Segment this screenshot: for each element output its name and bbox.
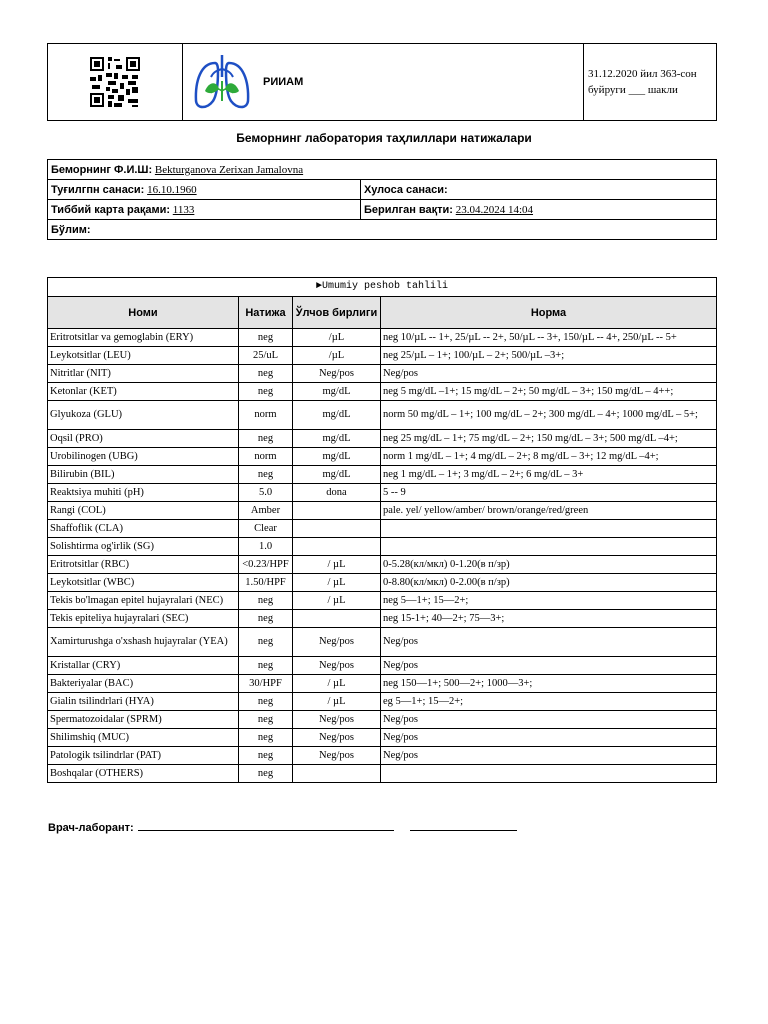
cell-unit: Neg/pos bbox=[293, 365, 381, 383]
cell-norm: Neg/pos bbox=[381, 365, 717, 383]
cell-name: Leykotsitlar (LEU) bbox=[48, 347, 239, 365]
cell-unit: / µL bbox=[293, 556, 381, 574]
cell-name: Reaktsiya muhiti (pH) bbox=[48, 484, 239, 502]
dob-value: 16.10.1960 bbox=[147, 183, 197, 196]
cell-name: Oqsil (PRO) bbox=[48, 430, 239, 448]
cell-name: Eritrotsitlar va gemoglabin (ERY) bbox=[48, 329, 239, 347]
table-row bbox=[48, 383, 717, 401]
table-row bbox=[48, 610, 717, 628]
cell-unit: Neg/pos bbox=[293, 628, 381, 657]
cell-name: Tekis bo'lmagan epitel hujayralari (NEC) bbox=[48, 592, 239, 610]
cell-unit: mg/dL bbox=[293, 430, 381, 448]
cell-unit: mg/dL bbox=[293, 383, 381, 401]
medical-card-cell bbox=[48, 200, 361, 220]
cell-norm: neg 5—1+; 15—2+; bbox=[381, 592, 717, 610]
cell-name: Shilimshiq (MUC) bbox=[48, 729, 239, 747]
cell-result: neg bbox=[239, 747, 293, 765]
cell-unit: Neg/pos bbox=[293, 729, 381, 747]
cell-norm: Neg/pos bbox=[381, 657, 717, 675]
table-row bbox=[48, 466, 717, 484]
issued-time-label: Берилган вақти: bbox=[364, 203, 453, 216]
cell-unit: / µL bbox=[293, 592, 381, 610]
conclusion-date-cell bbox=[361, 180, 717, 200]
cell-unit: mg/dL bbox=[293, 448, 381, 466]
table-row bbox=[48, 711, 717, 729]
cell-norm: norm 50 mg/dL – 1+; 100 mg/dL – 2+; 300 mg/dL – 4+; 1000 mg/dL – 5+; bbox=[381, 401, 717, 430]
cell-result: 30/HPF bbox=[239, 675, 293, 693]
cell-norm bbox=[381, 538, 717, 556]
table-row bbox=[48, 574, 717, 592]
cell-result: neg bbox=[239, 383, 293, 401]
table-row bbox=[48, 484, 717, 502]
table-row bbox=[48, 556, 717, 574]
table-row bbox=[48, 747, 717, 765]
order-line-1: 31.12.2020 йил 363-сон bbox=[588, 68, 697, 80]
section-title: ►Umumiy peshob tahlili bbox=[48, 278, 717, 297]
cell-result: 5.0 bbox=[239, 484, 293, 502]
qr-code-icon bbox=[90, 57, 140, 107]
cell-result: neg bbox=[239, 729, 293, 747]
patient-name-cell bbox=[48, 160, 717, 180]
table-row bbox=[48, 347, 717, 365]
cell-name: Bakteriyalar (BAC) bbox=[48, 675, 239, 693]
cell-result: neg bbox=[239, 610, 293, 628]
cell-norm: eg 5—1+; 15—2+; bbox=[381, 693, 717, 711]
medical-card-value: 1133 bbox=[172, 203, 195, 216]
cell-unit: /µL bbox=[293, 347, 381, 365]
cell-result: 25/uL bbox=[239, 347, 293, 365]
cell-result: neg bbox=[239, 592, 293, 610]
table-row bbox=[48, 520, 717, 538]
cell-name: Kristallar (CRY) bbox=[48, 657, 239, 675]
issued-time-cell bbox=[361, 200, 717, 220]
cell-result: neg bbox=[239, 466, 293, 484]
dob-label: Туғилгпн санаси: bbox=[51, 183, 145, 196]
cell-unit bbox=[293, 610, 381, 628]
col-header-name: Номи bbox=[48, 297, 239, 329]
signature-label: Врач-лаборант: bbox=[48, 822, 134, 834]
cell-unit bbox=[293, 538, 381, 556]
cell-result: <0.23/HPF bbox=[239, 556, 293, 574]
cell-norm: Neg/pos bbox=[381, 729, 717, 747]
cell-result: neg bbox=[239, 329, 293, 347]
cell-result: neg bbox=[239, 657, 293, 675]
cell-result: neg bbox=[239, 765, 293, 783]
cell-name: Boshqalar (OTHERS) bbox=[48, 765, 239, 783]
cell-norm: norm 1 mg/dL – 1+; 4 mg/dL – 2+; 8 mg/dL – 3+; 12 mg/dL –4+; bbox=[381, 448, 717, 466]
cell-norm: neg 10/µL -- 1+, 25/µL -- 2+, 50/µL -- 3+, 150/µL -- 4+, 250/µL -- 5+ bbox=[381, 329, 717, 347]
cell-unit bbox=[293, 520, 381, 538]
org-name: РИИАМ bbox=[263, 76, 304, 88]
table-row bbox=[48, 729, 717, 747]
signature-line bbox=[138, 820, 394, 831]
cell-name: Nitritlar (NIT) bbox=[48, 365, 239, 383]
cell-result: Amber bbox=[239, 502, 293, 520]
table-row bbox=[48, 329, 717, 347]
cell-result: 1.0 bbox=[239, 538, 293, 556]
cell-norm bbox=[381, 520, 717, 538]
cell-result: norm bbox=[239, 448, 293, 466]
result-rows bbox=[48, 329, 717, 783]
cell-result: neg bbox=[239, 365, 293, 383]
cell-result: neg bbox=[239, 711, 293, 729]
signature-date-line bbox=[410, 820, 517, 831]
lungs-logo-icon bbox=[191, 51, 253, 113]
cell-name: Eritrotsitlar (RBC) bbox=[48, 556, 239, 574]
cell-norm bbox=[381, 765, 717, 783]
page-title: Беморнинг лаборатория таҳлиллари натижалари bbox=[236, 131, 532, 145]
department-cell bbox=[48, 220, 717, 240]
table-row bbox=[48, 657, 717, 675]
cell-name: Gialin tsilindrlari (HYA) bbox=[48, 693, 239, 711]
col-header-unit: Ўлчов бирлиги bbox=[293, 297, 381, 329]
cell-result: neg bbox=[239, 628, 293, 657]
cell-result: 1.50/HPF bbox=[239, 574, 293, 592]
cell-norm: pale. yel/ yellow/amber/ brown/orange/red/green bbox=[381, 502, 717, 520]
cell-result: neg bbox=[239, 693, 293, 711]
cell-name: Xamirturushga o'xshash hujayralar (YEA) bbox=[48, 628, 239, 657]
cell-norm: neg 25/µL – 1+; 100/µL – 2+; 500/µL –3+; bbox=[381, 347, 717, 365]
signature-block bbox=[48, 820, 517, 834]
cell-name: Solishtirma og'irlik (SG) bbox=[48, 538, 239, 556]
col-header-norm: Норма bbox=[381, 297, 717, 329]
conclusion-date-label: Хулоса санаси: bbox=[364, 183, 448, 196]
cell-name: Spermatozoidalar (SPRM) bbox=[48, 711, 239, 729]
patient-info-table bbox=[47, 159, 717, 240]
cell-norm: neg 25 mg/dL – 1+; 75 mg/dL – 2+; 150 mg/dL – 3+; 500 mg/dL –4+; bbox=[381, 430, 717, 448]
cell-unit: mg/dL bbox=[293, 466, 381, 484]
cell-norm: neg 15-1+; 40—2+; 75—3+; bbox=[381, 610, 717, 628]
cell-unit: Neg/pos bbox=[293, 657, 381, 675]
cell-norm: 5 -- 9 bbox=[381, 484, 717, 502]
table-row bbox=[48, 430, 717, 448]
cell-norm: Neg/pos bbox=[381, 747, 717, 765]
cell-result: Clear bbox=[239, 520, 293, 538]
document-header bbox=[47, 43, 717, 121]
cell-unit: / µL bbox=[293, 675, 381, 693]
cell-norm: Neg/pos bbox=[381, 628, 717, 657]
cell-unit: Neg/pos bbox=[293, 747, 381, 765]
cell-name: Bilirubin (BIL) bbox=[48, 466, 239, 484]
table-row bbox=[48, 693, 717, 711]
cell-unit: Neg/pos bbox=[293, 711, 381, 729]
cell-norm: neg 5 mg/dL –1+; 15 mg/dL – 2+; 50 mg/dL – 3+; 150 mg/dL – 4++; bbox=[381, 383, 717, 401]
logo-cell bbox=[183, 44, 584, 120]
cell-name: Leykotsitlar (WBC) bbox=[48, 574, 239, 592]
cell-norm: neg 1 mg/dL – 1+; 3 mg/dL – 2+; 6 mg/dL – 3+ bbox=[381, 466, 717, 484]
table-row bbox=[48, 502, 717, 520]
medical-card-label: Тиббий карта рақами: bbox=[51, 203, 171, 216]
department-label: Бўлим: bbox=[51, 223, 91, 236]
table-row bbox=[48, 675, 717, 693]
table-row bbox=[48, 765, 717, 783]
table-row bbox=[48, 538, 717, 556]
cell-name: Shaffoflik (CLA) bbox=[48, 520, 239, 538]
cell-norm: 0-5.28(кл/мкл) 0-1.20(в п/зр) bbox=[381, 556, 717, 574]
cell-norm: 0-8.80(кл/мкл) 0-2.00(в п/зр) bbox=[381, 574, 717, 592]
cell-unit: mg/dL bbox=[293, 401, 381, 430]
cell-result: neg bbox=[239, 430, 293, 448]
cell-unit: / µL bbox=[293, 574, 381, 592]
col-header-result: Натижа bbox=[239, 297, 293, 329]
table-row bbox=[48, 448, 717, 466]
table-row bbox=[48, 401, 717, 430]
patient-name-label: Беморнинг Ф.И.Ш: bbox=[51, 163, 153, 176]
patient-name-value: Bekturganova Zerixan Jamalovna bbox=[154, 163, 304, 176]
cell-unit: / µL bbox=[293, 693, 381, 711]
cell-name: Ketonlar (KET) bbox=[48, 383, 239, 401]
table-row bbox=[48, 628, 717, 657]
cell-norm: neg 150—1+; 500—2+; 1000—3+; bbox=[381, 675, 717, 693]
cell-unit bbox=[293, 502, 381, 520]
cell-name: Glyukoza (GLU) bbox=[48, 401, 239, 430]
order-line-2: буйруги ___ шакли bbox=[588, 84, 678, 96]
table-row bbox=[48, 365, 717, 383]
cell-unit bbox=[293, 765, 381, 783]
cell-norm: Neg/pos bbox=[381, 711, 717, 729]
cell-result: norm bbox=[239, 401, 293, 430]
order-reference bbox=[584, 44, 716, 120]
dob-cell bbox=[48, 180, 361, 200]
qr-cell bbox=[48, 44, 183, 120]
cell-unit: /µL bbox=[293, 329, 381, 347]
cell-unit: dona bbox=[293, 484, 381, 502]
cell-name: Tekis epiteliya hujayralari (SEC) bbox=[48, 610, 239, 628]
issued-time-value: 23.04.2024 14:04 bbox=[455, 203, 534, 216]
cell-name: Patologik tsilindrlar (PAT) bbox=[48, 747, 239, 765]
cell-name: Rangi (COL) bbox=[48, 502, 239, 520]
cell-name: Urobilinogen (UBG) bbox=[48, 448, 239, 466]
table-row bbox=[48, 592, 717, 610]
results-table bbox=[47, 277, 717, 783]
